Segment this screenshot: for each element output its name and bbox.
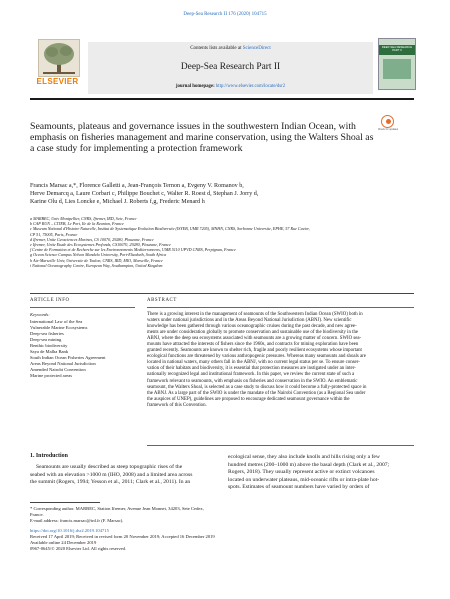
abstract-line: knowledge has been gathered through various oceanographic cruises during the past decade, and new agree- <box>147 324 357 330</box>
body-line: Seamounts are usually described as steep topographic rises of the <box>36 464 183 470</box>
affiliation: c Museum National d'Histoire Naturelle, Institut de Systematique Evolution Biodiversite (ISYEB, UMR 7205), MNHN, CNRS, Sorbonne Universite, EPHE, 57 Rue Cuvier, <box>30 226 310 232</box>
corresponding-author-footnote <box>30 506 217 524</box>
affiliation-list <box>30 216 414 268</box>
footnote-rule <box>30 502 100 503</box>
keyword-list <box>30 319 140 379</box>
abstract-line: ments are under consideration globally to promote conservation and sustainable use of the biodiversity in the <box>147 330 359 336</box>
sciencedirect-link[interactable]: ScienceDirect <box>242 46 271 51</box>
contents-line <box>88 46 373 51</box>
abstract-line: mounts have attracted the interests of fishers since the 1960s, and contracts for mining exploration have been <box>147 342 359 348</box>
affiliation: f Centre de Formation et de Recherche sur les Environnements Mediterraneens, UMR 5110 UPVD CNRS, Perpignan, France <box>30 247 236 253</box>
received-dates: Received 17 April 2019; Received in revised form 20 November 2019; Accepted 16 December 2019 <box>30 534 215 539</box>
body-column-left <box>30 464 217 487</box>
keyword: Marine protected areas <box>30 373 73 378</box>
authors-line: Karine Olu d, Lies Loncke e, Michael J. Roberts f,g, Frederic Menard h <box>30 198 205 205</box>
body-line: Rogers, 2018). They usually represent active or extinct volcanoes <box>228 469 375 475</box>
contents-prefix: Contents lists available at <box>190 46 243 51</box>
affiliation: h Aix-Marseille Univ, Universite de Toulon, CNRS, IRD, MIO, Marseille, France <box>30 257 163 263</box>
affiliation: i National Oceanography Centre, European Way, Southampton, United Kingdom <box>30 262 163 268</box>
affiliation: g Ocean Science Campus Nelson Mandela University, Port-Elizabeth, South Africa <box>30 252 167 258</box>
article-title: Seamounts, plateaus and governance issues in the southwestern Indian Ocean, with emphasis on fisheries management and marine conservation, using the Walters Shoal as a case study for implementing a protection framework <box>30 121 374 155</box>
keyword: South Indian Ocean Fisheries Agreement <box>30 355 106 360</box>
check-updates-dot <box>386 119 391 124</box>
introduction-heading <box>30 453 68 459</box>
footnote-email[interactable]: E-mail address: francis.marsac@ird.fr (F. Marsac). <box>30 518 124 523</box>
abstract-line: nationally recognized legal and institutional framework. In this paper, we review the current state of such a <box>147 372 355 378</box>
publisher-name: ELSEVIER <box>36 77 79 86</box>
journal-cover-image <box>378 38 416 90</box>
article-info-heading: ARTICLE INFO <box>30 298 70 303</box>
abstract-line: granted recently. Seamounts are known to shelter rich, fragile and poorly resilient ecosystems whose important <box>147 348 362 354</box>
keyword: Deep-sea fisheries <box>30 331 64 336</box>
abstract-heading: ABSTRACT <box>147 298 177 303</box>
affiliation: e Ifremer, Unite Etude des Ecosystemes Profonds, CS10070, 29280, Plouzane, France <box>30 242 171 248</box>
body-line: ecological sense, they also include knolls and hills rising only a few <box>228 454 380 460</box>
abstract-text <box>147 312 414 409</box>
author-list <box>30 183 414 206</box>
keyword: International Law of the Sea <box>30 319 83 324</box>
abstract-line: framework relevant to seamounts, with emphasis on fisheries and conservation in the SWIO. An emblematic <box>147 378 358 384</box>
keyword: Amended Nairobi Convention <box>30 367 86 372</box>
keyword: Benthic biodiversity <box>30 343 68 348</box>
abstract-line: waters under national jurisdictions and in the Areas Beyond National Jurisdiction (ABNJ). New scientific <box>147 318 352 324</box>
abstract-line: ecological functions are threatened by various anthropogenic pressures. Whereas many seamounts and shoals are <box>147 354 366 360</box>
authors-line: Herve Demarcq a, Laure Corbari c, Philippe Bouchet c, Walter R. Roest d, Stephan J. Jorry d, <box>30 190 259 197</box>
check-updates-icon <box>381 115 394 128</box>
body-line: located on underwater plateaus, mid-oceanic rifts or intra-plate hot- <box>228 476 380 483</box>
check-updates-label: Check for updates <box>377 128 399 131</box>
body-line: spots. Estimates of seamount numbers have varied by orders of <box>228 484 370 490</box>
doi-link[interactable]: https://doi.org/10.1016/j.dsr2.2019.104715 <box>30 528 109 533</box>
abstract-line: the ABNJ. As a large part of the SWIO is under the mandate of the Nairobi Convention (as a Regional Sea under <box>147 390 366 396</box>
homepage-link[interactable]: http://www.elsevier.com/locate/dsr2 <box>215 84 286 89</box>
cover-title: DEEP-SEA RESEARCH PART II <box>381 45 413 53</box>
body-line: hundred metres (200–1000 m) above the basal depth (Clark et al., 2007; <box>228 461 390 468</box>
homepage-label: journal homepage: <box>175 84 216 89</box>
affiliation: CP 51, 75005, Paris, France <box>30 231 78 237</box>
affiliation: a MARBEC, Univ Montpellier, CNRS, Ifremer, IRD, Sete, France <box>30 216 137 221</box>
copyright: 0967-0645/© 2020 Elsevier Ltd. All rights reserved. <box>30 546 127 551</box>
journal-homepage-line <box>88 84 373 89</box>
journal-title: Deep-Sea Research Part II <box>180 62 281 72</box>
abstract-line: framework of this Convention. <box>147 402 207 408</box>
affiliation: d Ifremer, Unite Geosciences Marines, CS 10070, 29280, Plouzane, France <box>30 236 154 242</box>
available-online: Available online 24 December 2019 <box>30 540 97 545</box>
abstract-line: the auspices of UNEP), guidelines are proposed to encourage dedicated seamount governance within the <box>147 396 350 402</box>
abstract-line: vation of their habitats and biodiversity, it is essential that protection measures are instigated under an inter- <box>147 366 356 372</box>
section-rule <box>30 293 414 294</box>
check-for-updates-button[interactable] <box>377 115 399 135</box>
body-column-right <box>228 454 414 492</box>
body-line: the summit (Rogers, 1994; Yesson et al., 2011; Clark et al., 2011). In an <box>30 479 191 485</box>
body-line: seabed with an elevation >1000 m (IHO, 2008) and a limited area across <box>30 471 193 478</box>
abstract-line: ABNJ, where the deep sea ecosystems associated with seamounts are a growing matter of concern. SWIO sea- <box>147 336 362 342</box>
keyword: Saya de Malha Bank <box>30 349 69 354</box>
authors-line: Francis Marsac a,*, Florence Galletti a, Jean-François Ternon a, Evgeny V. Romanov b, <box>30 183 244 189</box>
keyword: Vulnerable Marine Ecosystems <box>30 325 88 330</box>
abstract-line: seamount, the Walters Shoal, is selected as a case study to discuss how it could become a fully-protected space in <box>147 384 367 390</box>
keyword: Areas Beyond National Jurisdiction <box>30 361 96 366</box>
header-rule <box>30 98 414 100</box>
introduction-heading-text: 1. Introduction <box>30 453 68 459</box>
publication-info <box>30 528 330 552</box>
keyword: Deep-sea mining <box>30 337 62 342</box>
cover-illustration <box>383 59 411 79</box>
elsevier-logo[interactable] <box>30 37 85 87</box>
abstract-line: There is a growing interest in the management of seamounts of the Southwestern Indian Ocean (SWIO) both in <box>147 312 363 317</box>
affiliation: b CAP RUN – CITEB, Le Port, Ile de la Reunion, France <box>30 221 124 227</box>
footnote-line: * Corresponding author. MARBEC, Station Ifremer, Avenue Jean Monnet, 34203, Sete Cedex, France. <box>30 506 204 517</box>
journal-reference-link[interactable]: Deep-Sea Research II 176 (2020) 104715 <box>183 12 267 17</box>
abstract-line: located in national waters, many others fall in the ABNJ, with no current legal status per se. To ensure conser- <box>147 360 360 366</box>
elsevier-tree-icon <box>38 39 80 77</box>
keywords-label: Keywords: <box>30 312 50 317</box>
